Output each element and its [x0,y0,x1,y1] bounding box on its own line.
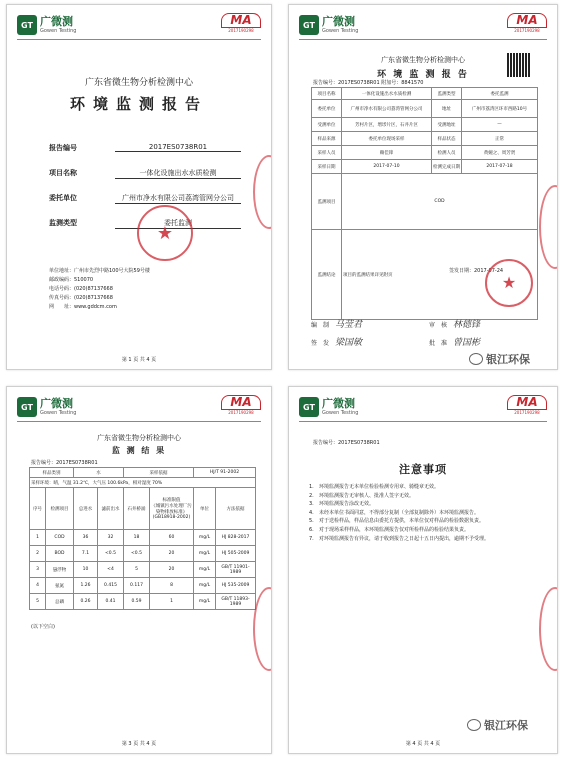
cma-icon: MA [221,395,261,410]
logo-cn: 广微测 [40,15,73,28]
cell: 样品状态 [432,132,462,146]
cell: 3 [30,562,46,578]
logo-mark-icon: GT [17,15,37,35]
cell: 采样人员 [312,146,342,160]
cell: mg/L [194,578,216,594]
logo-mark-icon: GT [17,397,37,417]
cma-mark [507,13,547,35]
cell: GB/T 11901-1989 [216,562,256,578]
signer-role: 签 发 [311,340,330,347]
cma-number: 2017190298 [228,410,254,415]
cell: 采样环境：晴，气温 31.2℃，大气压 100.6kPa，相对湿度 70% [30,478,256,488]
cell: 黄婉之、周芳贤 [462,146,538,160]
cell: 广州市净水有限公司荔湾管网分公司 [342,100,432,118]
cell: <0.5 [98,546,124,562]
center-name: 广东省微生物分析检测中心 [381,56,465,64]
column-header: 检测项目 [46,488,74,530]
notice-text: 对于送检样品，样品信息由委托方提供，本单位仅对样品的检验数据负责。 [319,518,485,525]
standard-note: 《城镇污水处理厂污染物排放标准》(GB18918-2002) [151,504,192,520]
table-row [312,88,538,100]
official-seal [137,205,193,261]
table-header-row [30,488,256,530]
cell: 检测人员 [432,146,462,160]
cell: BOD [46,546,74,562]
table-row [312,118,538,132]
contact-fax: 传真号码：(020)87137668 [49,295,113,301]
contact-website: 网 址：www.gddcm.com [49,304,117,310]
cma-mark [221,395,261,417]
cell: 水 [74,468,124,478]
company-logo [299,397,358,417]
field-label: 报告编号 [49,144,77,152]
cma-number: 2017190298 [228,28,254,33]
field-label: 委托单位 [49,194,77,202]
column-header [150,488,194,530]
wechat-icon [467,719,481,731]
cell: COD [46,530,74,546]
table-row [312,100,538,118]
header-divider [299,39,547,40]
list-item: 3. 环境监测报告涂改无效。 [309,501,375,508]
cma-icon: MA [507,395,547,410]
seal-edge-right [539,587,558,671]
results-table [29,467,256,610]
header-divider [17,39,261,40]
notice-text: 未经本单位书面同意，不得部分复制（全部复制除外）本环境监测报告。 [319,509,480,516]
report-title: 环境监测报告 [69,95,208,113]
cell: 采样日期 [312,160,342,174]
cell: 36 [74,530,98,546]
table-row [30,546,256,562]
notice-page [288,386,558,754]
signature: 林德锋 [453,320,481,330]
field-value: 委托监测 [115,218,241,229]
signer-compiler [311,317,362,330]
notice-list [309,483,539,543]
cell: 芳村片区，增埗片区，石井片区 [342,118,432,132]
cell: 受测地址 [432,118,462,132]
cell: 委托监测 [462,88,538,100]
column-header: 序号 [30,488,46,530]
report-number: 报告编号：2017ES0738R01 [31,460,98,466]
table-row [312,132,538,146]
contact-phone: 电话号码：(020)87137668 [49,286,113,292]
page-number: 第 3 页 共 4 页 [121,741,157,747]
cell: 监测结论 [312,230,342,320]
cell: 采样依据 [124,468,194,478]
header-divider [17,421,261,422]
list-item: 5. 对于送检样品，样品信息由委托方提供，本单位仅对样品的检验数据负责。 [309,518,485,525]
cell: 1 [150,594,194,610]
field-client [49,193,241,205]
report-title: 环 境 监 测 报 告 [377,70,469,80]
notice-text: 环境监测报告无本单位检验检测专用章、骑缝章无效。 [319,484,440,490]
cell: 1 [30,530,46,546]
cell: COD [342,174,538,230]
company-logo [17,397,76,417]
results-title: 监 测 结 果 [111,446,167,455]
signer-reviewer [429,317,480,330]
logo-en: Gowen Testing [40,28,77,34]
logo-mark-icon: GT [299,397,319,417]
cell: 0.117 [124,578,150,594]
wechat-icon [469,353,483,365]
watermark [469,351,530,367]
cell: 0.26 [74,594,98,610]
field-project-name [49,168,241,180]
cell: 60 [150,530,194,546]
page-number: 第 1 页 共 4 页 [121,357,157,363]
cell: 委托单位现场采样 [342,132,432,146]
cell: 委托单位 [312,100,342,118]
cell: 4 [30,578,46,594]
logo-en: Gowen Testing [40,410,77,416]
signer-role: 批 准 [429,340,448,347]
company-logo [299,15,358,35]
cma-icon: MA [221,13,261,28]
cell: 广州市荔湾区环市西路10号 [462,100,538,118]
center-name: 广东省微生物分析检测中心 [97,434,181,442]
table-row [312,174,538,230]
cell: 8 [150,578,194,594]
cma-icon: MA [507,13,547,28]
table-row [30,594,256,610]
header-divider [299,421,547,422]
column-header: 方法依据 [216,488,256,530]
cma-number: 2017190298 [514,28,540,33]
cell: 32 [98,530,124,546]
report-cover-page [6,4,272,370]
table-row [312,146,538,160]
results-page [6,386,272,754]
cma-mark [221,13,261,35]
list-item: 2. 环境监测报告无审核人、批准人签字无效。 [309,492,415,499]
table-row [312,160,538,174]
field-value: 一体化设施出水水质检测 [115,168,241,179]
table-row [30,562,256,578]
cell: mg/L [194,594,216,610]
column-header: 单位 [194,488,216,530]
cell: 20 [150,546,194,562]
table-row [30,578,256,594]
cell: 正常 [462,132,538,146]
notice-text: 对于现场采样样品，本环境监测报告仅对所检样品的检验结果负责。 [319,526,470,533]
list-item: 6. 对于现场采样样品，本环境监测报告仅对所检样品的检验结果负责。 [309,526,470,533]
page-number: 第 4 页 共 4 页 [405,741,441,747]
cell: 监测项目 [312,174,342,230]
cell: 10 [74,562,98,578]
signature: 马莹君 [335,320,363,330]
column-header: 总进水 [74,488,98,530]
signature: 梁国敏 [335,338,363,348]
cell: 地址 [432,100,462,118]
table-row [30,478,256,488]
list-item: 4. 未经本单位书面同意，不得部分复制（全部复制除外）本环境监测报告。 [309,509,480,516]
notice-text: 环境监测报告涂改无效。 [319,501,375,508]
cell: 样品来源 [312,132,342,146]
field-label: 监测类型 [49,219,77,227]
cell: 5 [30,594,46,610]
cell: 一体化设施出水水质检测 [342,88,432,100]
field-label: 项目名称 [49,169,77,177]
cell: 0.59 [124,594,150,610]
seal-star-icon: ★ [501,273,517,292]
cell: HJ/T 91-2002 [194,468,256,478]
conclusion-text: 项目的监测结果详见附页 [343,272,393,278]
qr-code-icon [507,53,531,77]
cell: HJ 535-2009 [216,578,256,594]
cell: mg/L [194,530,216,546]
logo-mark-icon: GT [299,15,319,35]
seal-edge-right [539,185,558,269]
table-footnote: (以下空白) [31,624,55,630]
cell: 受测单位 [312,118,342,132]
cma-number: 2017190298 [514,410,540,415]
cell: mg/L [194,562,216,578]
table-row [30,468,256,478]
cell: 2017-07-18 [462,160,538,174]
issue-date: 签发日期：2017-07-24 [449,268,504,274]
table-row [30,530,256,546]
contact-postcode: 邮政编码：510070 [49,277,94,283]
notice-text: 环境监测报告无审核人、批准人签字无效。 [319,492,415,499]
report-number: 报告编号：2017ES0738R01 [313,440,380,446]
logo-cn: 广微测 [322,397,355,410]
cell: 7.1 [74,546,98,562]
cell: 5 [124,562,150,578]
cma-mark [507,395,547,417]
cell: 2 [30,546,46,562]
field-value: 2017ES0738R01 [115,143,241,152]
cell: 检测完成日期 [432,160,462,174]
column-header: 石井桥涌 [124,488,150,530]
field-report-no [49,143,241,155]
seal-edge-right [253,155,272,229]
cell: 1.26 [74,578,98,594]
signer-issuer [311,335,362,348]
standard-label: 标准限值 [162,498,181,503]
signature: 曾国彬 [453,338,481,348]
cell: 18 [124,530,150,546]
contact-address: 单位地址：广州市先烈中路100号大院59号楼 [49,268,150,274]
cell: <0.5 [124,546,150,562]
report-number: 报告编号：2017ES0738R01 附加号：8841570 [313,80,424,86]
list-item: 1. 环境监测报告无本单位检验检测专用章、骑缝章无效。 [309,484,440,490]
signer-role: 审 核 [429,322,448,329]
logo-cn: 广微测 [40,397,73,410]
cell: 20 [150,562,194,578]
notice-text: 对环境监测报告有异议，请于收到报告之日起十五日内提出，逾期不予受理。 [319,535,490,542]
watermark [467,717,528,733]
signer-approver [429,335,480,348]
cell: 监测类型 [432,88,462,100]
cell: 赖佳锋 [342,146,432,160]
cell: 0.415 [98,578,124,594]
watermark-text: 银江环保 [484,719,528,732]
cell: 2017-07-10 [342,160,432,174]
cell: GB/T 11893-1989 [216,594,256,610]
watermark-text: 银江环保 [486,353,530,366]
cell: HJ 505-2009 [216,546,256,562]
cell: 氨氮 [46,578,74,594]
center-name: 广东省微生物分析检测中心 [84,78,193,88]
field-value: 广州市净水有限公司荔湾管网分公司 [115,193,241,204]
notice-title: 注意事项 [399,463,447,476]
company-logo [17,15,76,35]
cell: 悬浮物 [46,562,74,578]
cell: 样品类别 [30,468,74,478]
cell: — [462,118,538,132]
logo-en: Gowen Testing [322,410,359,416]
cell: mg/L [194,546,216,562]
cell: HJ 828-2017 [216,530,256,546]
signer-role: 编 制 [311,322,330,329]
list-item: 7. 对环境监测报告有异议，请于收到报告之日起十五日内提出，逾期不予受理。 [309,535,490,542]
seal-star-icon: ★ [156,223,174,244]
cell: 0.41 [98,594,124,610]
report-summary-page [288,4,558,370]
cell: <4 [98,562,124,578]
logo-en: Gowen Testing [322,28,359,34]
cell: 项目名称 [312,88,342,100]
official-seal [485,259,533,307]
column-header: 滤前出水 [98,488,124,530]
cell: 总磷 [46,594,74,610]
logo-cn: 广微测 [322,15,355,28]
contact-info [49,267,150,312]
